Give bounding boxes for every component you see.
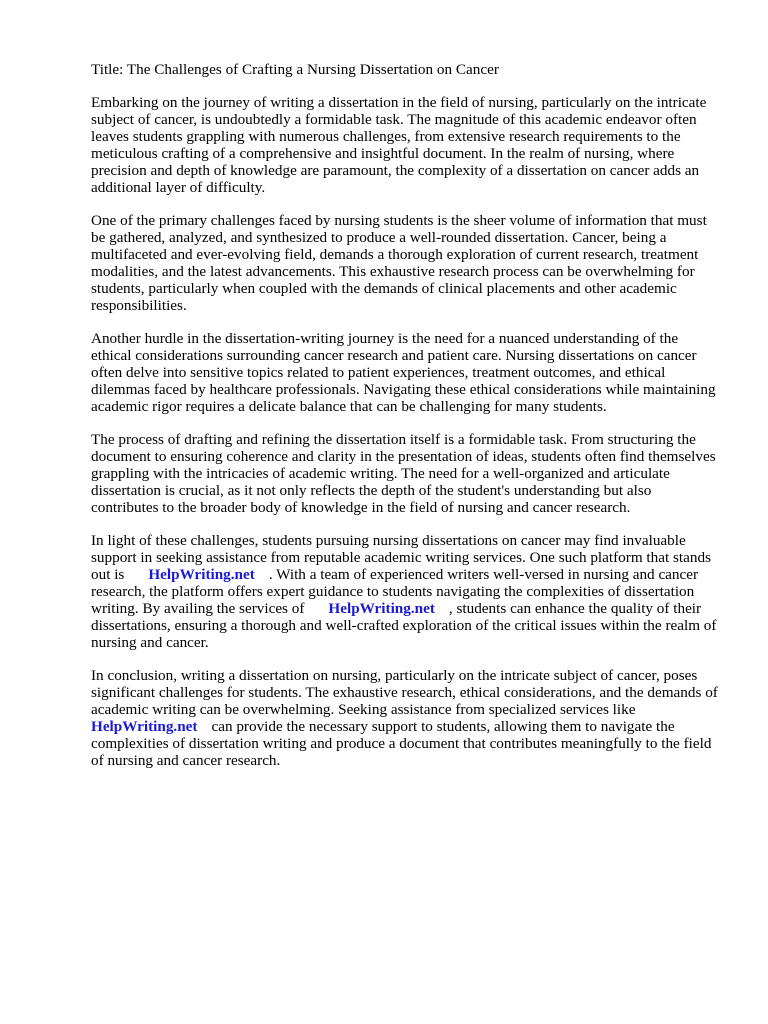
paragraph-intro: Embarking on the journey of writing a dissertation in the field of nursing, particularly on the intricate subject of cancer, is undoubtedly a formidable task. The magnitude of this academic endeavor often leaves students grappling with numerous challenges, from extensive research requirements to the meticulous crafting of a comprehensive and insightful document. In the realm of nursing, where precision and depth of knowledge are paramount, the complexity of a dissertation on cancer adds an additional layer of difficulty. <box>91 94 707 196</box>
helpwriting-link-1[interactable]: HelpWriting.net <box>148 566 255 583</box>
paragraph-assistance-text-3: , students can enhance the quality of their dissertations, ensuring a thorough and well-crafted exploration of the critical issues within the realm of nursing and cancer. <box>91 600 717 651</box>
paragraph-assistance-text-1: In light of these challenges, students pursuing nursing dissertations on cancer may find invaluable support in seeking assistance from reputable academic writing services. One such platform that stands out is <box>91 532 711 583</box>
document-body <box>91 61 721 785</box>
paragraph-research-volume: One of the primary challenges faced by nursing students is the sheer volume of information that must be gathered, analyzed, and synthesized to produce a well-rounded dissertation. Cancer, being a multifaceted and ever-evolving field, demands a thorough exploration of current research, treatment modalities, and the latest advancements. This exhaustive research process can be overwhelming for students, particularly when coupled with the demands of clinical placements and other academic responsibilities. <box>91 212 707 314</box>
paragraph-conclusion-text-1: In conclusion, writing a dissertation on nursing, particularly on the intricate subject of cancer, poses significant challenges for students. The exhaustive research, ethical considerations, and the demands of academic writing can be overwhelming. Seeking assistance from specialized services like <box>91 667 718 718</box>
paragraph-assistance <box>91 532 721 651</box>
paragraph-ethics: Another hurdle in the dissertation-writing journey is the need for a nuanced understanding of the ethical considerations surrounding cancer research and patient care. Nursing dissertations on cancer often delve into sensitive topics related to patient experiences, treatment outcomes, and ethical dilemmas faced by healthcare professionals. Navigating these ethical considerations while maintaining academic rigor requires a delicate balance that can be challenging for many students. <box>91 330 716 415</box>
helpwriting-link-2[interactable]: HelpWriting.net <box>328 600 435 617</box>
paragraph-assistance-text-2: . With a team of experienced writers well-versed in nursing and cancer research, the platform offers expert guidance to students navigating the complexities of dissertation writing. By availing the services of <box>91 566 699 617</box>
paragraph-conclusion-text-2: can provide the necessary support to students, allowing them to navigate the complexities of dissertation writing and produce a document that contributes meaningfully to the field of nursing and cancer research. <box>91 718 712 769</box>
paragraph-conclusion <box>91 667 721 769</box>
document-title: Title: The Challenges of Crafting a Nursing Dissertation on Cancer <box>91 61 499 78</box>
helpwriting-link-3[interactable]: HelpWriting.net <box>91 718 198 735</box>
paragraph-drafting: The process of drafting and refining the dissertation itself is a formidable task. From structuring the document to ensuring coherence and clarity in the presentation of ideas, students often find themselves grappling with the intricacies of academic writing. The need for a well-organized and articulate dissertation is crucial, as it not only reflects the depth of the student's understanding but also contributes to the broader body of knowledge in the field of nursing and cancer research. <box>91 431 716 516</box>
